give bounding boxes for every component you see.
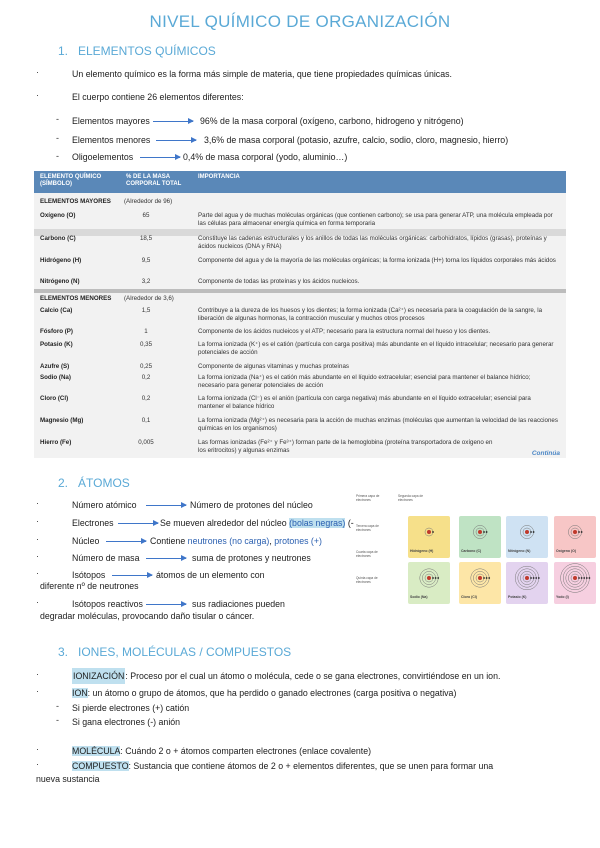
section-2-heading [58, 476, 130, 490]
atom-model-icon [506, 562, 548, 594]
bullet-dot: · [36, 669, 39, 679]
ion-line [72, 687, 456, 699]
section-1-paragraph-2: El cuerpo contiene 26 elementos diferentes: [72, 92, 244, 102]
atom-card-name: Hidrógeno (H) [410, 549, 434, 553]
shell-label: Tercera capa de electrones [356, 524, 379, 532]
arrow-icon [146, 558, 186, 559]
atom-desc [150, 535, 322, 547]
bullet-dot: · [36, 90, 39, 100]
column-header-importance: IMPORTANCIA [198, 174, 240, 180]
arrow-icon [153, 121, 193, 122]
bullet-dot: · [36, 744, 39, 754]
cell-importance: Parte del agua y de muchas moléculas orgánicas (que contienen carbono); se usa para generar ATP, una molécula empleada por las células para almacenar energía química en forma temporaria [198, 212, 553, 227]
molecule-term: MOLÉCULA [72, 746, 121, 756]
section-1-number: 1. [58, 44, 69, 58]
section-1-paragraph-1: Un elemento químico es la forma más simple de materia, que tiene propiedades químicas únicas. [72, 69, 452, 79]
atom-desc-wrap: degradar moléculas, provocando daño tisular o cáncer. [40, 611, 255, 621]
cell-importance: La forma ionizada (Na⁺) es el catión más abundante en el líquido extracelular; esencial para mantener el balance hídrico; necesario para generar potenciales de acción [198, 374, 531, 389]
atom-model-icon [459, 516, 501, 548]
cell-element: Fósforo (P) [40, 328, 73, 335]
list-item-desc: 0,4% de masa corporal (yodo, aluminio…) [183, 152, 348, 162]
cell-importance: Componente de algunas vitaminas y muchas proteínas [198, 363, 349, 370]
atom-desc: sus radiaciones pueden [192, 599, 285, 609]
atom-model-icon [408, 516, 450, 548]
arrow-icon [156, 140, 196, 141]
bullet-dash: - [56, 151, 59, 161]
section-1-title: ELEMENTOS QUÍMICOS [78, 44, 216, 58]
atom-term: Núcleo [72, 536, 100, 546]
cell-element: Sodio (Na) [40, 374, 71, 381]
arrow-icon [106, 541, 146, 542]
section-3-number: 3. [58, 645, 69, 659]
atom-desc: átomos de un elemento con [156, 570, 265, 580]
ion-term: ION [72, 688, 88, 698]
cell-element: Potasio (K) [40, 341, 73, 348]
cell-percent: 65 [142, 212, 150, 219]
atom-card [554, 562, 596, 604]
arrow-icon [146, 604, 186, 605]
cell-element: Magnesio (Mg) [40, 417, 84, 424]
cell-importance: Componente de los ácidos nucleicos y el ATP; necesario para la estructura normal del hueso y los dientes. [198, 328, 491, 335]
section-3-title: IONES, MOLÉCULAS / COMPUESTOS [78, 645, 292, 659]
list-item-label: Oligoelementos [72, 152, 134, 162]
ion-text: : un átomo o grupo de átomos, que ha perdido o ganado electrones (carga positiva o negativa) [87, 688, 457, 698]
bullet-dot: · [36, 597, 39, 607]
group-name: ELEMENTOS MAYORES [40, 198, 111, 205]
atom-card-name: Sodio (Na) [410, 595, 428, 599]
atom-term: Isótopos [72, 570, 106, 580]
atom-card [408, 562, 450, 604]
atom-card-name: Oxígeno (O) [556, 549, 577, 553]
section-3-heading [58, 645, 291, 659]
group-divider [34, 289, 566, 293]
continue-label: Continúa [531, 450, 560, 457]
cell-element: Hierro (Fe) [40, 439, 72, 446]
ion-sub-cation: Si pierde electrones (+) catión [72, 703, 190, 713]
cell-importance: La forma ionizada (Mg²⁺) es necesaria para la acción de muchas enzimas (moléculas que aumentan la velocidad de las reacciones químicas en los organismos) [198, 417, 558, 432]
compound-wrap: nueva sustancia [36, 774, 100, 784]
group-total: (Alrededor de 96) [124, 198, 173, 205]
list-item-label: Elementos menores [72, 135, 151, 145]
list-item-desc: 96% de la masa corporal (oxígeno, carbono, hidrogeno y nitrógeno) [200, 116, 464, 126]
section-2-number: 2. [58, 476, 69, 490]
section-1-heading [58, 44, 216, 58]
atom-card [459, 516, 501, 558]
cell-percent: 3,2 [141, 278, 151, 285]
arrow-icon [140, 157, 180, 158]
separator: , [269, 536, 272, 546]
atom-model-icon [554, 562, 596, 594]
column-header-percent: % DE LA MASA CORPORAL TOTAL [126, 174, 182, 187]
table-header [34, 171, 566, 193]
ionization-text: : Proceso por el cual un átomo o molécula, cede o se gana electrones, convirtiéndose en un ion. [125, 671, 501, 681]
cell-importance: La forma ionizada (K⁺) es el catión (partícula con carga positiva) más abundante en el líquido intracelular; necesario para generar potenciales de acción [198, 341, 554, 356]
atom-card-name: Carbono (C) [461, 549, 482, 553]
cell-element: Calcio (Ca) [40, 307, 73, 314]
atom-card [408, 516, 450, 558]
cell-element: Nitrógeno (N) [40, 278, 80, 285]
molecule-line [72, 745, 371, 757]
molecule-text: : Cuándo 2 o + átomos comparten electrones (enlace covalente) [120, 746, 372, 756]
group-total: (Alrededor de 3,6) [124, 295, 174, 302]
ionization-line [72, 670, 500, 682]
atom-desc-wrap: diferente nº de neutrones [40, 581, 139, 591]
bullet-dash: - [56, 114, 59, 124]
cell-element: Hidrógeno (H) [40, 257, 82, 264]
cell-percent: 18,5 [139, 235, 153, 242]
cell-percent: 0,2 [141, 374, 151, 381]
atom-card-name: Potasio (K) [508, 595, 527, 599]
cell-percent: 0,2 [141, 395, 151, 402]
cell-element: Carbono (C) [40, 235, 76, 242]
cell-percent: 9,5 [141, 257, 151, 264]
group-name: ELEMENTOS MENORES [40, 295, 112, 302]
bullet-dot: · [36, 516, 39, 526]
atom-term: Número de masa [72, 553, 140, 563]
ionization-term: IONIZACIÓN [72, 668, 125, 684]
bullet-dot: · [36, 568, 39, 578]
atom-desc [160, 517, 354, 529]
cell-percent: 0,25 [139, 363, 153, 370]
bullet-dot: · [36, 686, 39, 696]
electrons-tail: (- [347, 518, 354, 528]
list-item-label: Elementos mayores [72, 116, 150, 126]
bullet-dash: - [56, 133, 59, 143]
bullet-dot: · [36, 498, 39, 508]
cell-percent: 0,35 [139, 341, 153, 348]
atom-model-icon [554, 516, 596, 548]
cell-percent: 1 [144, 328, 148, 335]
shell-label: Cuarta capa de electrones [356, 550, 378, 558]
atom-card-name: Nitrógeno (N) [508, 549, 531, 553]
compound-text: : Sustancia que contiene átomos de 2 o + elementos diferentes, que se unen para formar una [128, 761, 494, 771]
arrow-icon [118, 523, 158, 524]
electrons-highlight: (bolas negras) [289, 518, 346, 528]
atom-card-name: Cloro (Cl) [461, 595, 477, 599]
list-item-desc: 3,6% de masa corporal (potasio, azufre, calcio, sodio, cloro, magnesio, hierro) [204, 135, 509, 145]
cell-percent: 0,005 [138, 439, 154, 446]
atom-term: Número atómico [72, 500, 137, 510]
bullet-dash: - [56, 715, 59, 725]
atom-term: Electrones [72, 518, 114, 528]
atom-model-icon [506, 516, 548, 548]
arrow-icon [146, 505, 186, 506]
atom-card [554, 516, 596, 558]
bullet-dot: · [36, 551, 39, 561]
electrons-desc: Se mueven alrededor del núcleo [160, 518, 287, 528]
column-header-element: ELEMENTO QUÍMICO (SÍMBOLO) [40, 174, 102, 187]
cell-element: Cloro (Cl) [40, 395, 69, 402]
elements-table [34, 171, 566, 458]
cell-importance: La forma ionizada (Cl⁻) es el anión (partícula con carga negativa) más abundante en el líquido extracelular; esencial para mantener el balance hídrico [198, 395, 531, 410]
cell-percent: 1,5 [141, 307, 151, 314]
arrow-icon [112, 575, 152, 576]
ion-sub-anion: Si gana electrones (-) anión [72, 717, 181, 727]
compound-term: COMPUESTO [72, 761, 129, 771]
page-title: NIVEL QUÍMICO DE ORGANIZACIÓN [149, 12, 451, 31]
cell-importance: Contribuye a la dureza de los huesos y los dientes; la forma ionizada (Ca²⁺) es necesaria para la coagulación de la sangre, la liberación de algunas hormonas, la contracción muscular y muchos otros procesos [198, 307, 543, 322]
shell-label: Quinta capa de electrones [356, 576, 378, 584]
protons-label: protones (+) [274, 536, 322, 546]
atom-models-figure [354, 490, 596, 608]
cell-element: Azufre (S) [40, 363, 70, 370]
bullet-dot: · [36, 534, 39, 544]
nucleus-desc: Contiene [150, 536, 186, 546]
section-2-title: ÁTOMOS [78, 476, 130, 490]
atom-card-name: Yodo (I) [556, 595, 569, 599]
cell-percent: 0,1 [141, 417, 151, 424]
atom-card [506, 562, 548, 604]
cell-element: Oxígeno (O) [40, 212, 76, 219]
atom-card [506, 516, 548, 558]
bullet-dot: · [36, 67, 39, 77]
cell-importance: Las formas ionizadas (Fe²⁺ y Fe³⁺) forman parte de la hemoglobina (proteína transportadora de oxígeno en los eritrocitos) y algunas enzimas [198, 439, 493, 454]
cell-importance: Componente del agua y de la mayoría de las moléculas orgánicas; la forma ionizada (H+) torna los líquidos corporales más ácidos [198, 257, 556, 264]
compound-line [72, 760, 493, 772]
shell-label: Segunda capa de electrones [398, 494, 423, 502]
shell-label: Primera capa de electrones [356, 494, 380, 502]
atom-model-icon [408, 562, 450, 594]
atom-model-icon [459, 562, 501, 594]
atom-card [459, 562, 501, 604]
atom-desc: suma de protones y neutrones [192, 553, 311, 563]
cell-importance: Constituye las cadenas estructurales y los anillos de todas las moléculas orgánicas: carbohidratos, lípidos (grasas), proteínas y ácidos nucleicos (DNA y RNA) [198, 235, 547, 250]
atom-term: Isótopos reactivos [72, 599, 143, 609]
cell-importance: Componente de todas las proteínas y los ácidos nucleicos. [198, 278, 360, 285]
bullet-dash: - [56, 701, 59, 711]
neutrons-label: neutrones (no carga) [187, 536, 270, 546]
bullet-dot: · [36, 759, 39, 769]
atom-desc: Número de protones del núcleo [190, 500, 313, 510]
